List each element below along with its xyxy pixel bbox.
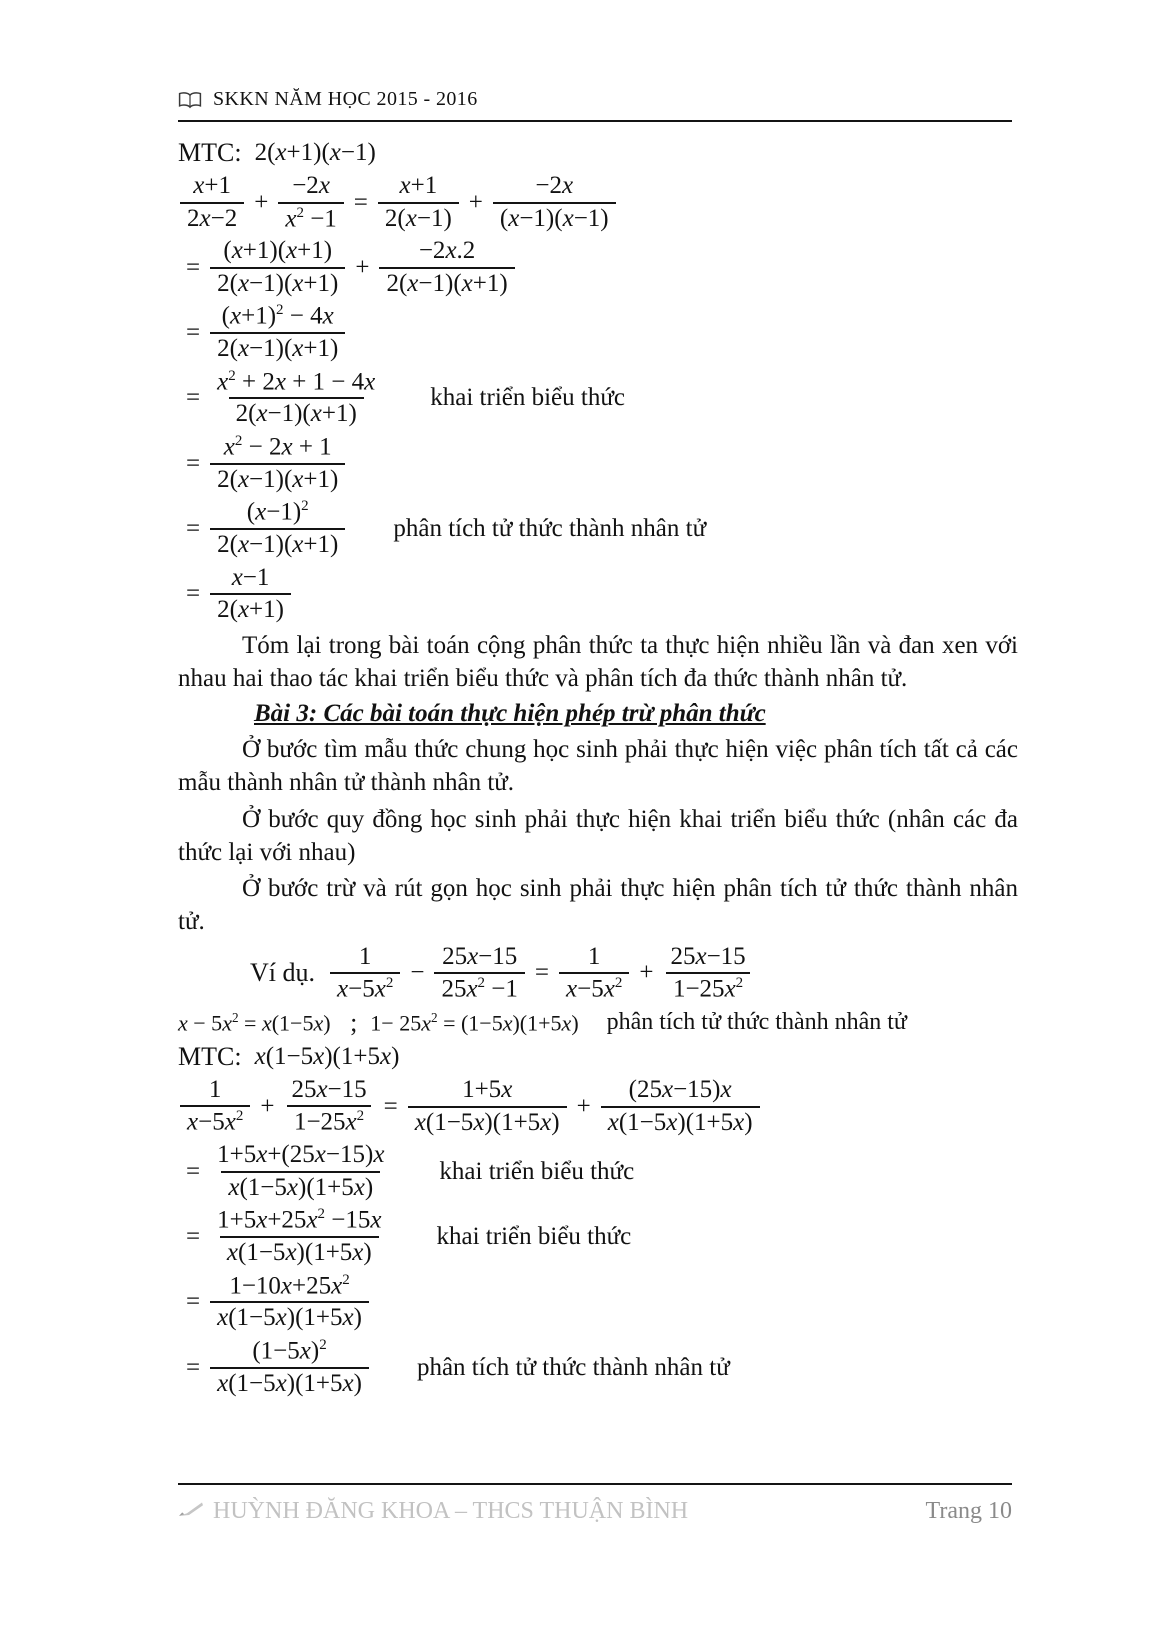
math-line: [178, 1076, 1018, 1137]
math-line: [178, 1337, 1018, 1398]
fraction-denominator: 2x−2: [180, 202, 244, 234]
math-annotation: khai triển biểu thức: [439, 1157, 635, 1185]
page-header: [178, 88, 1012, 122]
fraction: [210, 498, 345, 559]
math-annotation: khai triển biểu thức: [430, 384, 625, 412]
math-operator: +: [576, 1092, 591, 1120]
fraction-numerator: 1: [208, 1075, 222, 1103]
math-line: [250, 943, 1018, 1004]
fraction-denominator: $x-5x^2$: [180, 1105, 250, 1137]
math-operator: −: [410, 959, 425, 987]
fraction: [180, 172, 244, 233]
fraction-numerator: 1: [587, 942, 601, 970]
footer-author-wrap: [178, 1498, 688, 1525]
fraction-denominator: (x−1)(x−1): [493, 202, 616, 234]
math-operator: =: [186, 1157, 201, 1185]
math-annotation: phân tích tử thức thành nhân tử: [393, 514, 707, 542]
math-expression: $1- 25x^2 = (1-5x)(1+5x)$: [370, 1009, 579, 1036]
math-line: [178, 1206, 1018, 1267]
paragraph: Tóm lại trong bài toán cộng phân thức ta thực hiện nhiều lần và đan xen với nhau hai thao tác khai triển biểu thức và phân tích đa thức thành nhân tử.: [178, 631, 1018, 692]
footer-author: HUỲNH ĐĂNG KHOA – THCS THUẬN BÌNH: [213, 1498, 689, 1524]
math-operator: =: [186, 449, 201, 477]
fraction: [663, 943, 752, 1004]
fraction-numerator: x−1: [231, 563, 270, 591]
section-heading: Bài 3: Các bài toán thực hiện phép trừ phân thức: [254, 700, 766, 728]
math-operator: +: [254, 188, 269, 216]
fraction-denominator: x(1−5x)(1+5x): [221, 1171, 380, 1203]
math-lead-text: Ví dụ.: [250, 958, 328, 988]
fraction-denominator: x(1−5x)(1+5x): [220, 1236, 379, 1268]
fraction-denominator: 2(x−1)(x+1): [210, 463, 345, 495]
fraction: [379, 237, 514, 298]
fraction-denominator: $x-5x^2$: [330, 972, 400, 1004]
fraction-numerator: 25x−15: [291, 1075, 367, 1103]
fraction-numerator: $(x+1)^2 - 4x$: [221, 302, 334, 330]
fraction: [210, 1337, 369, 1398]
fraction-denominator: 2(x−1)(x+1): [210, 528, 345, 560]
fraction: [493, 172, 616, 233]
fraction-denominator: $25x^2 -1$: [434, 972, 524, 1004]
fraction-denominator: $x-5x^2$: [559, 972, 629, 1004]
fraction: [378, 172, 459, 233]
fraction-numerator: x+1: [399, 172, 438, 200]
fraction: [180, 1076, 250, 1137]
math-line: [178, 1141, 1018, 1202]
math-operator: =: [186, 514, 201, 542]
fraction-numerator: 1+5x: [462, 1076, 513, 1104]
math-operator: =: [186, 318, 201, 346]
fraction-numerator: −2x: [535, 172, 574, 200]
fraction: [434, 943, 524, 1004]
math-expression: $x - 5x^2 = x(1-5x)$: [178, 1009, 331, 1036]
math-operator: +: [355, 253, 370, 281]
math-lead-text: ;: [330, 1007, 371, 1037]
fraction-denominator: $1-25x^2$: [287, 1105, 371, 1137]
fraction: [210, 433, 345, 494]
math-lead-text: MTC:: [178, 1041, 255, 1071]
fraction: [330, 943, 400, 1004]
math-operator: =: [186, 1222, 201, 1250]
math-lead-text: MTC:: [178, 138, 255, 167]
math-line: [178, 368, 1018, 429]
math-operator: =: [186, 1288, 201, 1316]
fraction-denominator: x(1−5x)(1+5x): [210, 1301, 369, 1333]
fraction: [408, 1076, 567, 1137]
fraction-numerator: $x^2 - 2x + 1$: [223, 432, 332, 461]
fraction: [210, 302, 345, 363]
math-annotation: khai triển biểu thức: [436, 1222, 632, 1250]
paragraph: Ở bước trừ và rút gọn học sinh phải thực hiện phân tích tử thức thành nhân tử.: [178, 875, 1018, 936]
page-number: Trang 10: [925, 1498, 1012, 1524]
math-line: [178, 302, 1018, 363]
math-line: [178, 172, 1018, 233]
fraction-numerator: $1+5x+25x^2 -15x$: [217, 1206, 382, 1234]
math-operator: =: [383, 1092, 398, 1120]
fraction-denominator: 2(x−1)(x+1): [229, 397, 364, 429]
paragraph: Ở bước quy đồng học sinh phải thực hiện khai triển biểu thức (nhân các đa thức lại với nhau): [178, 805, 1018, 866]
math-line: [178, 564, 1018, 625]
fraction-numerator: 25x−15: [442, 942, 518, 970]
math-operator: +: [468, 188, 483, 216]
math-line: [178, 433, 1018, 494]
fraction: [601, 1076, 760, 1137]
fraction-numerator: $(x-1)^2$: [246, 498, 309, 526]
fraction: [284, 1076, 373, 1137]
math-line: [178, 498, 1018, 559]
fraction-denominator: $1-25x^2$: [666, 972, 750, 1004]
math-operator: =: [186, 253, 201, 281]
fraction-denominator: 2(x−1)(x+1): [379, 267, 514, 299]
fraction: [210, 1141, 391, 1202]
math-annotation: phân tích tử thức thành nhân tử: [416, 1353, 730, 1381]
math-line: [178, 138, 1018, 168]
fraction: [278, 172, 343, 233]
fraction-denominator: $x^2 -1$: [278, 202, 343, 234]
math-expression: x(1−5x)(1+5x): [254, 1042, 400, 1070]
math-expression: 2(x+1)(x−1): [254, 139, 376, 166]
math-line: [178, 237, 1018, 298]
fraction-denominator: 2(x−1)(x+1): [210, 267, 345, 299]
fraction-denominator: x(1−5x)(1+5x): [601, 1106, 760, 1138]
math-operator: =: [534, 959, 550, 987]
fraction-numerator: 1: [358, 942, 372, 970]
math-operator: =: [186, 580, 201, 608]
fraction-denominator: 2(x−1): [378, 202, 459, 234]
fraction: [210, 368, 382, 429]
fraction-numerator: $x^2 + 2x + 1 - 4x$: [217, 367, 376, 395]
math-operator: =: [353, 188, 368, 216]
fraction-numerator: −2x: [292, 172, 330, 199]
fraction-numerator: (x+1)(x+1): [223, 237, 333, 265]
math-operator: +: [260, 1092, 275, 1120]
math-line: [178, 1008, 1018, 1038]
fraction: [210, 237, 345, 298]
math-operator: +: [639, 959, 654, 987]
fraction-denominator: x(1−5x)(1+5x): [408, 1106, 567, 1138]
fraction-denominator: x(1−5x)(1+5x): [210, 1367, 369, 1399]
fraction-numerator: −2x.2: [418, 237, 476, 265]
math-line: [178, 1042, 1018, 1072]
pen-icon: [178, 1501, 204, 1522]
fraction-denominator: 2(x+1): [210, 593, 291, 625]
paragraph: Ở bước tìm mẫu thức chung học sinh phải thực hiện việc phân tích tất cả các mẫu thành nhân tử thành nhân tử.: [178, 736, 1018, 797]
fraction-numerator: (25x−15)x: [628, 1076, 732, 1104]
fraction: [210, 1272, 369, 1333]
math-line: [178, 1272, 1018, 1333]
fraction-numerator: 1+5x+(25x−15)x: [217, 1141, 385, 1169]
fraction: [210, 564, 291, 625]
math-operator: =: [186, 1353, 201, 1381]
math-annotation: phân tích tử thức thành nhân tử: [606, 1009, 907, 1036]
fraction: [210, 1206, 388, 1267]
open-book-icon: [178, 91, 202, 109]
fraction-denominator: 2(x−1)(x+1): [210, 332, 345, 364]
header-title: SKKN NĂM HỌC 2015 - 2016: [213, 88, 478, 110]
fraction-numerator: $1-10x+25x^2$: [229, 1271, 350, 1299]
document-content: [178, 134, 1018, 1402]
page-footer: [178, 1483, 1012, 1525]
fraction-numerator: $(1-5x)^2$: [252, 1336, 327, 1365]
fraction-numerator: x+1: [193, 172, 231, 200]
fraction: [559, 943, 629, 1004]
math-operator: =: [186, 384, 201, 412]
fraction-numerator: 25x−15: [670, 942, 746, 970]
